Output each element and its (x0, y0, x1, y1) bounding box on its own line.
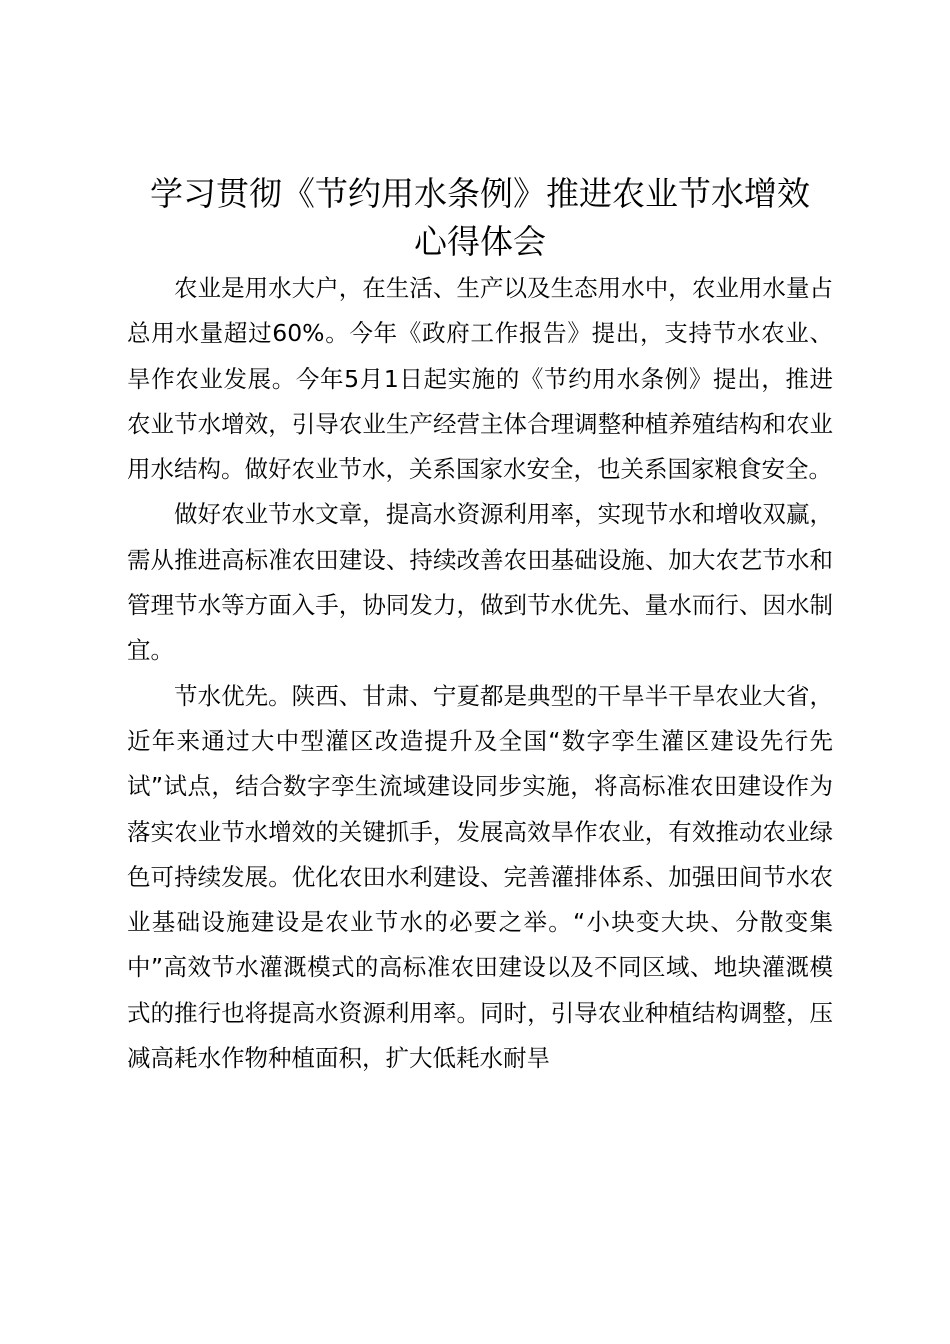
paragraph-3: 节水优先。陕西、甘肃、宁夏都是典型的干旱半干旱农业大省，近年来通过大中型灌区改造提升及全国“数字孪生灌区建设先行先试”试点，结合数字孪生流域建设同步实施，将高标准农田建设作为落实农业节水增效的关键抓手，发展高效旱作农业，有效推动农业绿色可持续发展。优化农田水利建设、完善灌排体系、加强田间节水农业基础设施建设是农业节水的必要之举。“小块变大块、分散变集中”高效节水灌溉模式的高标准农田建设以及不同区域、地块灌溉模式的推行也将提高水资源利用率。同时，引导农业种植结构调整，压减高耗水作物种植面积，扩大低耗水耐旱 (127, 681, 833, 1073)
document-title (127, 170, 833, 266)
title-line-2: 心得体会 (414, 222, 546, 261)
paragraph-1: 农业是用水大户，在生活、生产以及生态用水中，农业用水量占总用水量超过60%。今年《政府工作报告》提出，支持节水农业、旱作农业发展。今年5月1日起实施的《节约用水条例》提出，推进农业节水增效，引导农业生产经营主体合理调整种植养殖结构和农业用水结构。做好农业节水，关系国家水安全，也关系国家粮食安全。 (127, 274, 833, 484)
document-body (127, 266, 833, 1081)
document-page (127, 170, 833, 1081)
paragraph-2: 做好农业节水文章，提高水资源利用率，实现节水和增收双赢，需从推进高标准农田建设、持续改善农田基础设施、加大农艺节水和管理节水等方面入手，协同发力，做到节水优先、量水而行、因水制宜。 (127, 500, 833, 665)
title-line-1: 学习贯彻《节约用水条例》推进农业节水增效 (150, 174, 810, 213)
